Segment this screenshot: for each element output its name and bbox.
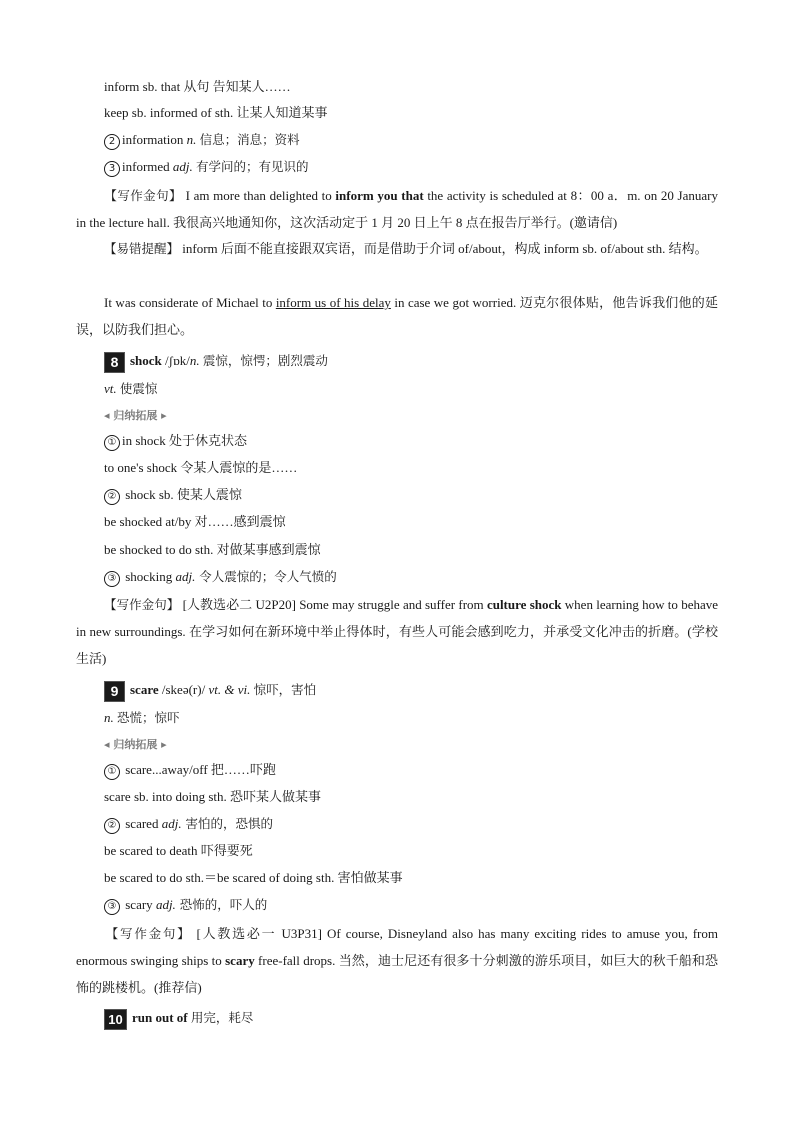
circled-number: ③ — [104, 571, 120, 587]
item-informed: 3 informed adj. 有学问的；有见识的 — [104, 158, 309, 177]
expand-label: ◂ 归纳拓展 ▸ — [104, 738, 167, 751]
mistake-reminder: 【易错提醒】 inform 后面不能直接跟双宾语，而是借助于介词 of/about，构成 inform sb. of/about sth. 结构。 — [104, 241, 708, 256]
entry-number-badge: 8 — [104, 352, 125, 373]
entry-8-item-3: ② shock sb. 使某人震惊 — [104, 486, 242, 505]
entry-8-item-2: to one's shock 令某人震惊的是…… — [104, 460, 298, 475]
circled-number: ① — [104, 435, 120, 451]
entry-9-item-3: ② scared adj. 害怕的，恐惧的 — [104, 815, 273, 834]
entry-10-header: 10 run out of 用完，耗尽 — [104, 1009, 253, 1030]
item-information: 2 information n. 信息；消息；资料 — [104, 131, 300, 150]
circled-number: 3 — [104, 161, 120, 177]
entry-9-item-1: ① scare...away/off 把……吓跑 — [104, 761, 276, 780]
example-sentence: It was considerate of Michael to inform us of his delay in case we got worried. 迈克尔很体贴，他告诉我们他的延误，以防我们担心。 — [76, 295, 719, 337]
entry-8-item-4: be shocked at/by 对……感到震惊 — [104, 514, 286, 529]
entry-number-badge: 10 — [104, 1009, 127, 1030]
circled-number: ② — [104, 818, 120, 834]
circled-number: ① — [104, 764, 120, 780]
writing-sentence-1: 【写作金句】 I am more than delighted to inform you that the activity is scheduled at 8：00 a．m. on 20 January in the lecture hall. 我很高兴地通知你，这次活动定于 1 月 20 日上午 8 点在报告厅举行。(邀请信) — [76, 188, 718, 230]
entry-8-writing-sentence: 【写作金句】 [人教选必二 U2P20] Some may struggle and suffer from culture shock when learning how to behave in new surroundings. 在学习如何在新环境中举止得体时，有些人可能会感到吃力，并承受文化冲击的折磨。(学校生活) — [76, 597, 719, 666]
entry-8-vt: vt. 使震惊 — [104, 381, 158, 396]
entry-8-item-5: be shocked to do sth. 对做某事感到震惊 — [104, 542, 321, 557]
entry-8-item-6: ③ shocking adj. 令人震惊的；令人气愤的 — [104, 568, 337, 587]
entry-9-item-4: be scared to death 吓得要死 — [104, 843, 253, 858]
entry-9-header: 9 scare /skeə(r)/ vt. & vi. 惊吓，害怕 — [104, 681, 316, 702]
entry-9-item-6: ③ scary adj. 恐怖的，吓人的 — [104, 896, 267, 915]
entry-number-badge: 9 — [104, 681, 125, 702]
entry-9-item-2: scare sb. into doing sth. 恐吓某人做某事 — [104, 789, 322, 804]
expand-label: ◂ 归纳拓展 ▸ — [104, 409, 167, 422]
entry-9-n: n. 恐慌；惊吓 — [104, 710, 180, 725]
phrase-keep-informed: keep sb. informed of sth. 让某人知道某事 — [104, 105, 328, 120]
circled-number: ③ — [104, 899, 120, 915]
circled-number: 2 — [104, 134, 120, 150]
phrase-inform-that: inform sb. that 从句 告知某人…… — [104, 79, 291, 94]
entry-9-item-5: be scared to do sth.＝be scared of doing sth. 害怕做某事 — [104, 870, 403, 885]
circled-number: ② — [104, 489, 120, 505]
entry-8-header: 8 shock /ʃɒk/n. 震惊，惊愕；剧烈震动 — [104, 352, 328, 373]
entry-8-item-1: ① in shock 处于休克状态 — [104, 432, 247, 451]
entry-9-writing-sentence: 【写作金句】 [人教选必一 U3P31] Of course, Disneyland also has many exciting rides to amuse you, from enormous swinging ships to scary free-fall drops. 当然，迪士尼还有很多十分刺激的游乐项目，如巨大的秋千船和恐怖的跳楼机。(推荐信) — [76, 926, 718, 995]
